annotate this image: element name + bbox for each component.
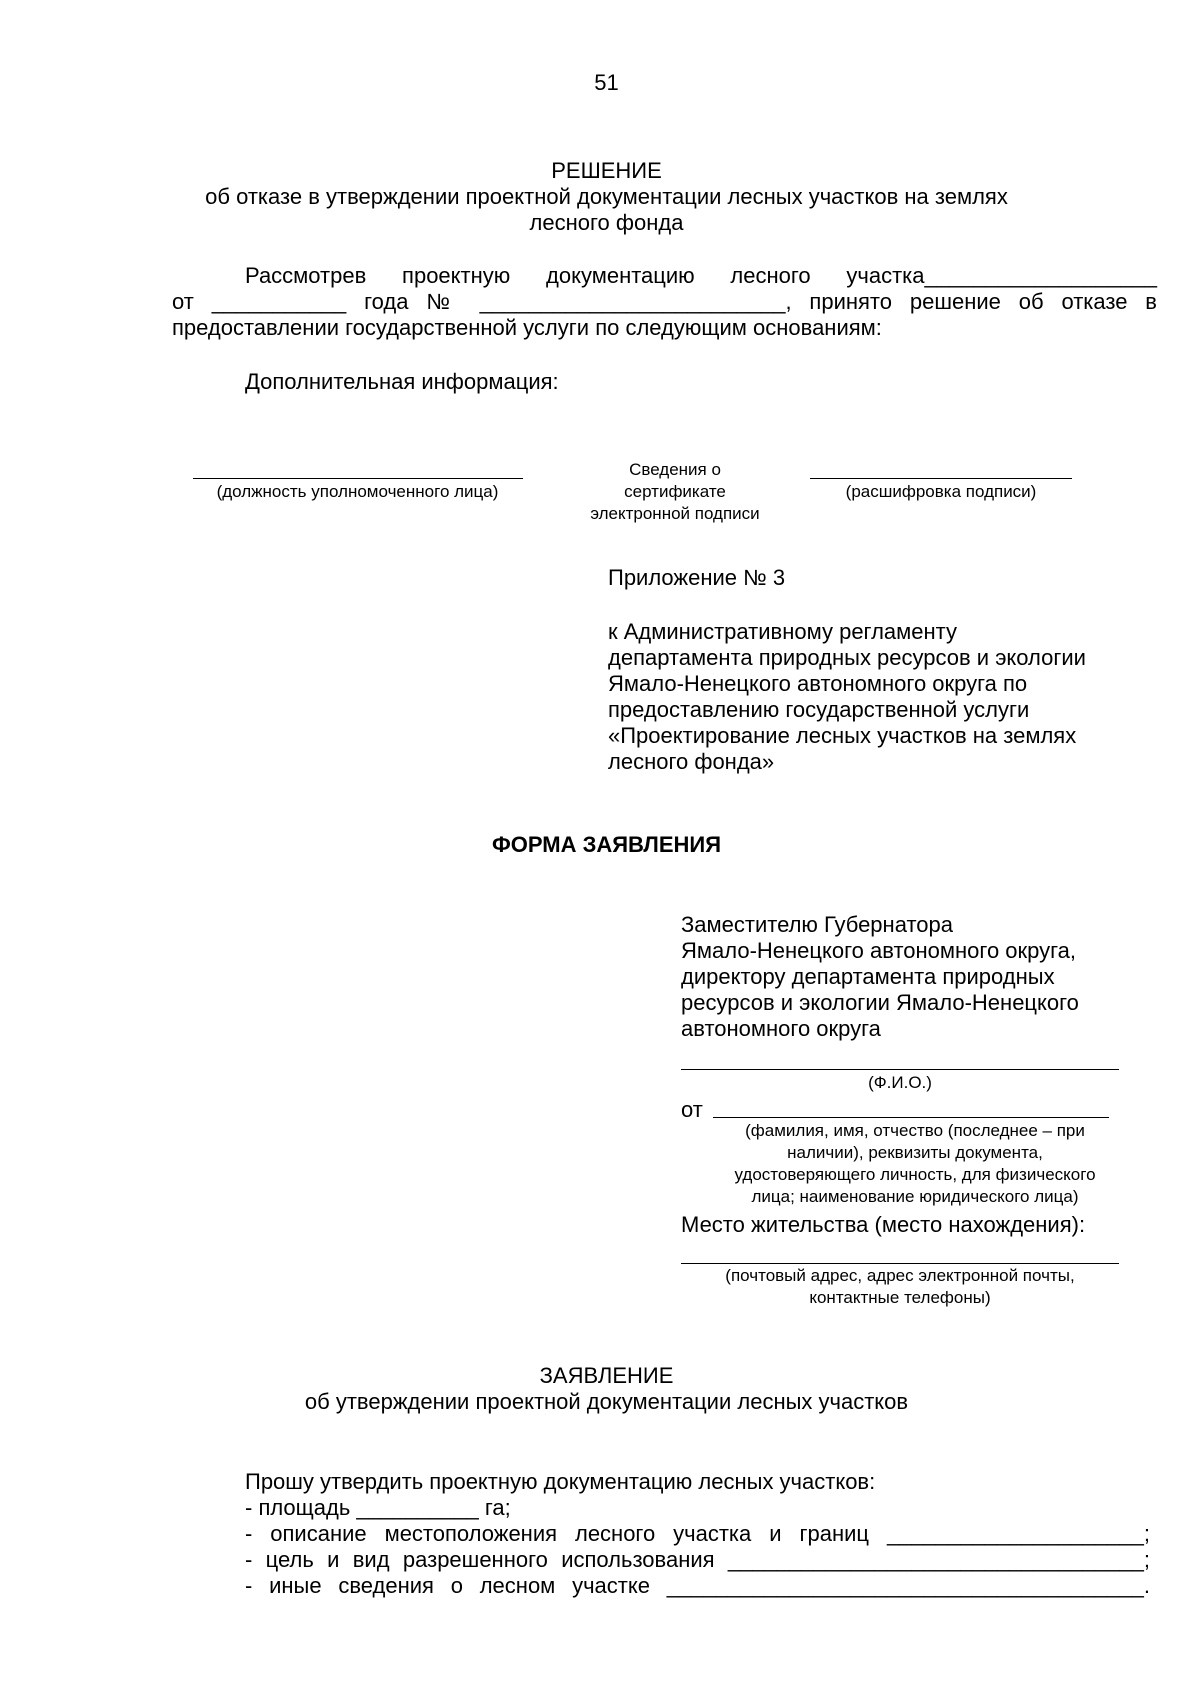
from-caption-line: наличии), реквизиты документа, [787, 1143, 1043, 1162]
appendix-line: к Административному регламенту [608, 619, 958, 644]
addressee-line: директору департамента природных [681, 964, 1055, 989]
application-intro: Прошу утвердить проектную документацию лесных участков: [245, 1469, 876, 1494]
signature-cert-line1: Сведения о [629, 460, 721, 479]
signature-position-line [193, 478, 523, 479]
addressee-line: автономного округа [681, 1016, 881, 1041]
application-title: ЗАЯВЛЕНИЕ [539, 1363, 674, 1388]
page-number: 51 [594, 70, 619, 95]
addressee-line: Ямало-Ненецкого автономного округа, [681, 938, 1077, 963]
application-item-area: - площадь __________ га; [245, 1495, 511, 1520]
address-line [681, 1263, 1119, 1264]
residence-label: Место жительства (место нахождения): [681, 1212, 1086, 1237]
appendix-title: Приложение № 3 [608, 565, 786, 590]
appendix-line: «Проектирование лесных участков на землях [608, 723, 1077, 748]
application-item-location: - описание местоположения лесного участка и границ _____________________; [245, 1521, 1150, 1546]
signature-cert-line3: электронной подписи [590, 504, 760, 523]
decision-paragraph-line2: от ___________ года № _________________________, принято решение об отказе в [172, 289, 1157, 314]
appendix-line: лесного фонда» [608, 749, 775, 774]
from-caption-line: удостоверяющего личность, для физического [734, 1165, 1096, 1184]
appendix-line: предоставлению государственной услуги [608, 697, 1030, 722]
addressee-line: Заместителю Губернатора [681, 912, 953, 937]
address-caption-line: (почтовый адрес, адрес электронной почты, [725, 1266, 1075, 1285]
address-caption-line: контактные телефоны) [809, 1288, 991, 1307]
decision-subtitle-line1: об отказе в утверждении проектной документации лесных участков на землях [205, 184, 1008, 209]
from-line [713, 1117, 1109, 1118]
decision-subtitle-line2: лесного фонда [529, 210, 684, 235]
form-title: ФОРМА ЗАЯВЛЕНИЯ [491, 832, 722, 857]
fio-caption: (Ф.И.О.) [868, 1073, 932, 1092]
decision-paragraph-line3: предоставлении государственной услуги по следующим основаниям: [172, 315, 882, 340]
signature-decode-caption: (расшифровка подписи) [845, 482, 1037, 501]
signature-cert-line2: сертификате [624, 482, 726, 501]
from-caption-line: лица; наименование юридического лица) [751, 1187, 1079, 1206]
signature-position-caption: (должность уполномоченного лица) [216, 482, 499, 501]
application-subtitle: об утверждении проектной документации лесных участков [304, 1389, 909, 1414]
fio-line [681, 1069, 1119, 1070]
decision-title: РЕШЕНИЕ [551, 158, 662, 183]
signature-decode-line [810, 478, 1072, 479]
appendix-line: Ямало-Ненецкого автономного округа по [608, 671, 1028, 696]
from-label: от [681, 1097, 703, 1122]
from-caption-line: (фамилия, имя, отчество (последнее – при [745, 1121, 1085, 1140]
application-item-purpose: - цель и вид разрешенного использования __________________________________; [245, 1547, 1150, 1572]
application-item-other: - иные сведения о лесном участке _______________________________________. [245, 1573, 1150, 1598]
appendix-line: департамента природных ресурсов и экологии [608, 645, 1086, 670]
additional-info-label: Дополнительная информация: [245, 369, 559, 394]
addressee-line: ресурсов и экологии Ямало-Ненецкого [681, 990, 1079, 1015]
decision-paragraph-line1: Рассмотрев проектную документацию лесного участка___________________ [245, 263, 1157, 288]
